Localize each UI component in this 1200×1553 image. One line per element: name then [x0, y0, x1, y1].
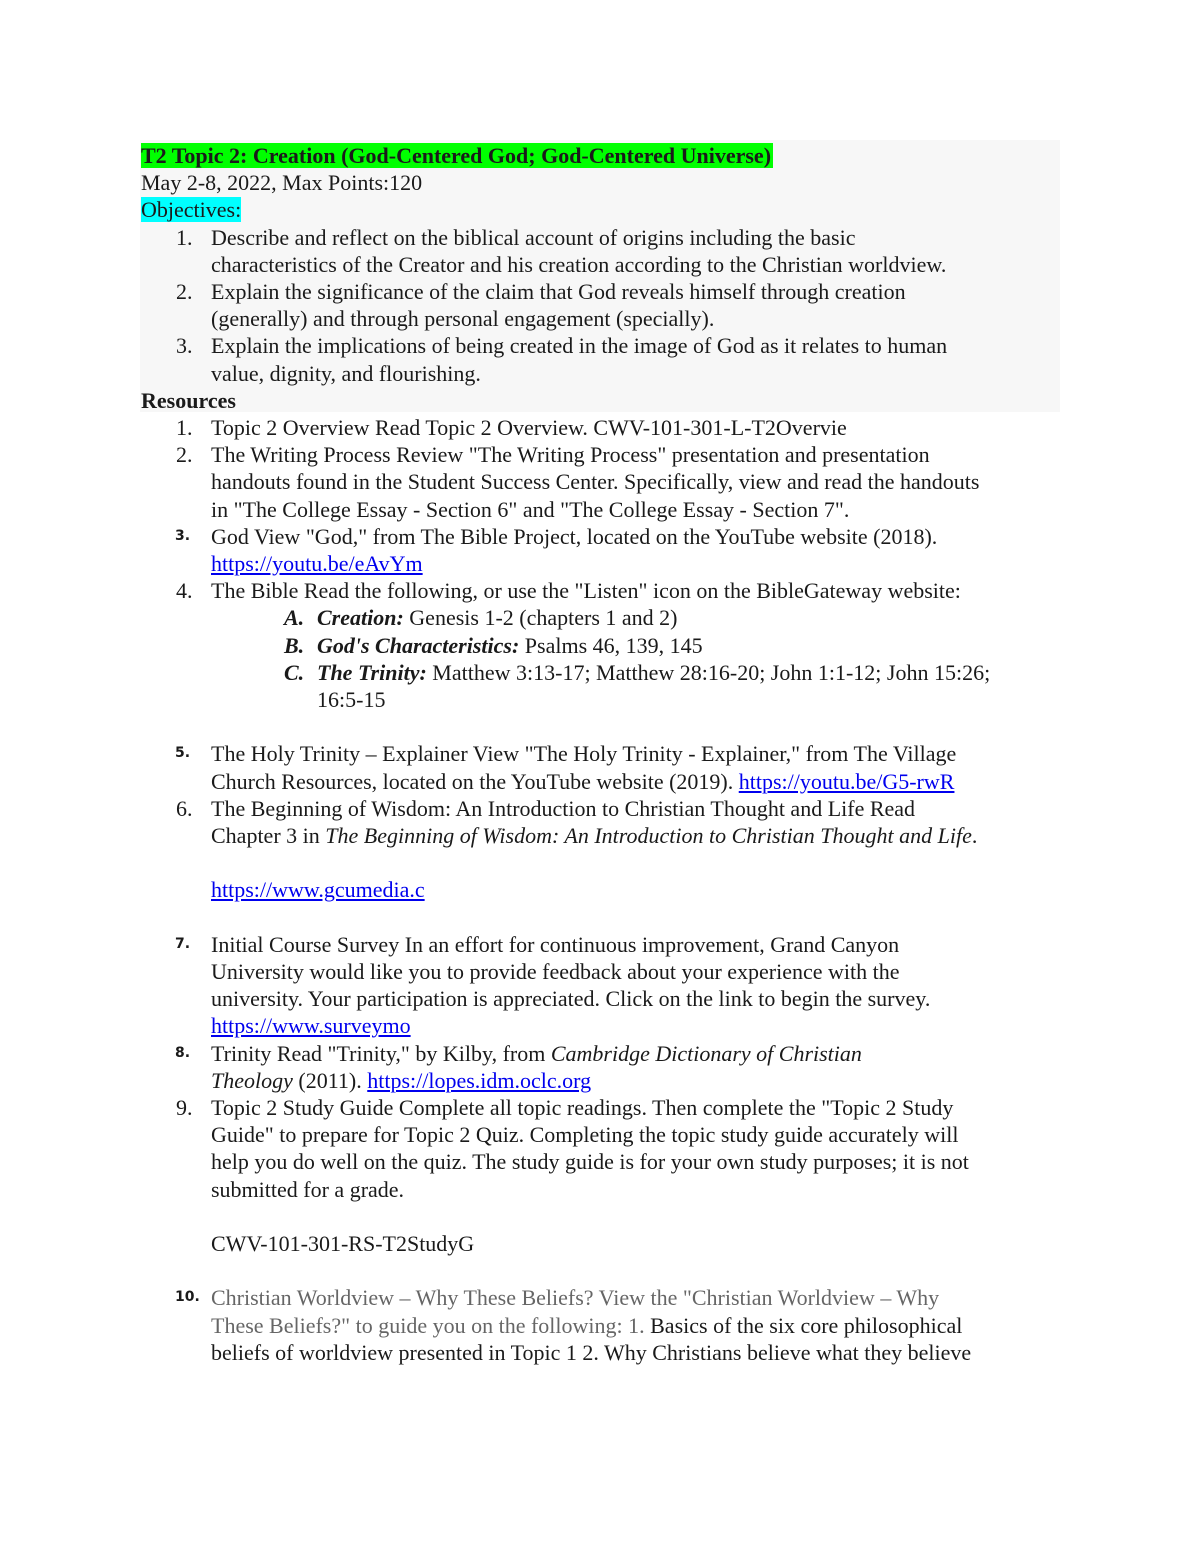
resource-item-10: 10. Christian Worldview – Why These Beliefs? View the "Christian Worldview – Why These Beliefs?" to guide you on the following: 1. Basics of the six core philosophical beliefs of worldview presented in Topic 1 2. Why Christians believe what they believe [175, 1285, 972, 1365]
objective-item: 1. Describe and reflect on the biblical account of origins including the basic characteristics of the Creator and his creation according to the Christian worldview. [176, 224, 947, 277]
objective-item: 2. Explain the significance of the claim that God reveals himself through creation (generally) and through personal engagement (specially). [176, 278, 906, 332]
gcumedia-link[interactable]: https://www.gcumedia.c [211, 877, 425, 903]
resource-item-7: 7. Initial Course Survey In an effort for continuous improvement, Grand Canyon University would like you to provide feedback about your experience with the university. Your participation is appreciated. Click on the link to begin the survey. https://www.surveymo [175, 931, 931, 1039]
oclc-link[interactable]: https://lopes.idm.oclc.org [367, 1067, 592, 1093]
objective-item: 3. Explain the implications of being created in the image of God as it relates to human value, dignity, and flourishing. [176, 333, 948, 386]
resource-item-9: 9. Topic 2 Study Guide Complete all topic readings. Then complete the "Topic 2 Study Guide" to prepare for Topic 2 Quiz. Completing the topic study guide accurately will help you do well on the quiz. The study guide is for your own study purposes; it is not submitted for a grade. CWV-101-301-RS-T2StudyG [141, 1094, 1056, 1257]
resource-item-2: 2. The Writing Process Review "The Writing Process" presentation and presentation handouts found in the Student Success Center. Specifically, view and read the handouts in "The College Essay - Section 6" and "The College Essay - Section 7". [176, 442, 980, 522]
reading-item-trinity: C. The Trinity: Matthew 3:13-17; Matthew 28:16-20; John 1:1-12; John 15:26; 16:5-15 [284, 659, 991, 712]
resource-item-3: 3. God View "God," from The Bible Project, located on the YouTube website (2018). https://youtu.be/eAvYm [175, 523, 938, 576]
trinity-explainer-link[interactable]: https://youtu.be/G5-rwR [738, 768, 955, 794]
resources-list [141, 414, 1056, 604]
resources-heading: Resources [141, 387, 236, 413]
resource-item-6: 6. The Beginning of Wisdom: An Introduction to Christian Thought and Life Read Chapter 3 in The Beginning of Wisdom: An Introduction to Christian Thought and Life. https://www.gcumedia.c [176, 795, 978, 903]
resource-item-8: 8. Trinity Read "Trinity," by Kilby, from Cambridge Dictionary of Christian Theology (2011). https://lopes.idm.oclc.org [175, 1040, 862, 1093]
resource-item-1: 1. Topic 2 Overview Read Topic 2 Overview. CWV-101-301-L-T2Overvie [176, 414, 847, 440]
reading-item-creation: A. Creation: Genesis 1-2 (chapters 1 and 2) [284, 605, 678, 631]
resource-item-4: 4. The Bible Read the following, or use the "Listen" icon on the BibleGateway website: [176, 578, 961, 604]
study-guide-code: CWV-101-301-RS-T2StudyG [211, 1231, 475, 1256]
resource-item-5: 5. The Holy Trinity – Explainer View "The Holy Trinity - Explainer," from The Village Church Resources, located on the YouTube website (2019). https://youtu.be/G5-rwR [175, 741, 957, 794]
resources-list-cont [141, 740, 1056, 903]
dates-line: May 2-8, 2022, Max Points:120 [141, 170, 423, 196]
objectives-heading: Objectives: [141, 197, 242, 223]
survey-link[interactable]: https://www.surveymo [211, 1013, 411, 1039]
topic-title: T2 Topic 2: Creation (God-Centered God; God-Centered Universe) [141, 143, 772, 168]
resources-list-cont3 [141, 1284, 1056, 1366]
reading-item-characteristics: B. God's Characteristics: Psalms 46, 139, 145 [284, 632, 703, 658]
resources-list-cont2 [141, 931, 1056, 1257]
god-video-link[interactable]: https://youtu.be/eAvYm [211, 550, 423, 576]
bible-readings-list [141, 604, 1056, 713]
document-body [141, 142, 1056, 1366]
objectives-list [141, 224, 1056, 387]
